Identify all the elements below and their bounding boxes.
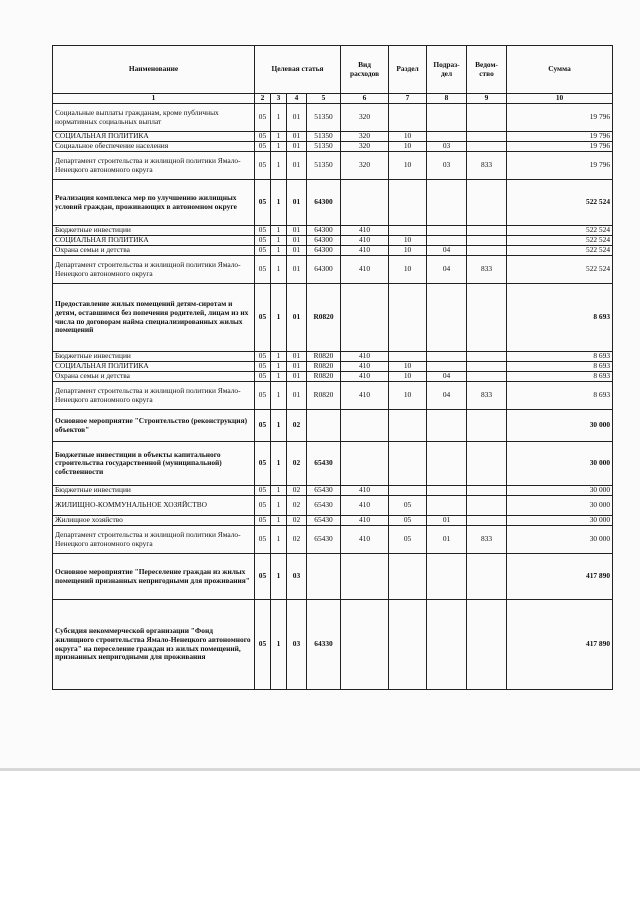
row-name: СОЦИАЛЬНАЯ ПОЛИТИКА [53, 362, 255, 372]
table-row [53, 372, 613, 382]
table-row [53, 104, 613, 132]
subsection: 04 [427, 246, 467, 256]
amount: 522 524 [507, 256, 613, 284]
table-row [53, 442, 613, 486]
target-code-1: 05 [255, 372, 271, 382]
target-code-4 [307, 410, 341, 442]
budget-table [52, 45, 613, 690]
section [389, 104, 427, 132]
subsection: 03 [427, 152, 467, 180]
target-code-1: 05 [255, 410, 271, 442]
target-code-4: R0820 [307, 382, 341, 410]
amount: 522 524 [507, 236, 613, 246]
target-code-3: 01 [287, 132, 307, 142]
target-code-1: 05 [255, 284, 271, 352]
row-name: Охрана семьи и детства [53, 372, 255, 382]
target-code-1: 05 [255, 104, 271, 132]
table-row [53, 410, 613, 442]
amount: 8 693 [507, 382, 613, 410]
target-code-2: 1 [271, 132, 287, 142]
subsection [427, 600, 467, 690]
target-code-1: 05 [255, 362, 271, 372]
target-code-3: 02 [287, 442, 307, 486]
amount: 30 000 [507, 526, 613, 554]
department [467, 442, 507, 486]
expense-type [341, 554, 389, 600]
column-number-row [53, 94, 613, 104]
expense-type: 410 [341, 372, 389, 382]
row-name: Социальные выплаты гражданам, кроме публичных нормативных социальных выплат [53, 104, 255, 132]
target-code-3: 01 [287, 256, 307, 284]
table-row [53, 382, 613, 410]
section: 10 [389, 142, 427, 152]
target-code-4: 51350 [307, 152, 341, 180]
target-code-3: 03 [287, 554, 307, 600]
table-row [53, 132, 613, 142]
target-code-3: 01 [287, 284, 307, 352]
section: 10 [389, 236, 427, 246]
expense-type: 410 [341, 526, 389, 554]
subsection [427, 496, 467, 516]
row-name: Департамент строительства и жилищной политики Ямало-Ненецкого автономного округа [53, 152, 255, 180]
section: 10 [389, 362, 427, 372]
header-department: Ведом-ство [467, 46, 507, 94]
column-number: 10 [507, 94, 613, 104]
target-code-3: 01 [287, 246, 307, 256]
section [389, 442, 427, 486]
target-code-2: 1 [271, 516, 287, 526]
target-code-3: 02 [287, 516, 307, 526]
department [467, 372, 507, 382]
expense-type [341, 600, 389, 690]
section: 10 [389, 152, 427, 180]
table-row [53, 526, 613, 554]
subsection [427, 352, 467, 362]
row-name: Жилищное хозяйство [53, 516, 255, 526]
row-name: СОЦИАЛЬНАЯ ПОЛИТИКА [53, 132, 255, 142]
expense-type [341, 180, 389, 226]
expense-type: 410 [341, 226, 389, 236]
amount: 30 000 [507, 442, 613, 486]
section: 10 [389, 246, 427, 256]
subsection [427, 180, 467, 226]
amount: 19 796 [507, 152, 613, 180]
subsection: 04 [427, 382, 467, 410]
amount: 30 000 [507, 516, 613, 526]
target-code-2: 1 [271, 180, 287, 226]
row-name: Основное мероприятие "Строительство (реконструкция) объектов" [53, 410, 255, 442]
subsection: 04 [427, 372, 467, 382]
amount: 19 796 [507, 132, 613, 142]
row-name: Бюджетные инвестиции в объекты капитального строительства государственной (муниципальной) собственности [53, 442, 255, 486]
section: 05 [389, 526, 427, 554]
table-row [53, 486, 613, 496]
target-code-3: 02 [287, 486, 307, 496]
target-code-1: 05 [255, 180, 271, 226]
amount: 8 693 [507, 284, 613, 352]
target-code-3: 01 [287, 362, 307, 372]
expense-type: 410 [341, 256, 389, 284]
target-code-1: 05 [255, 132, 271, 142]
subsection [427, 442, 467, 486]
target-code-4: 64330 [307, 600, 341, 690]
section [389, 600, 427, 690]
target-code-2: 1 [271, 246, 287, 256]
target-code-4: R0820 [307, 284, 341, 352]
amount: 19 796 [507, 104, 613, 132]
target-code-2: 1 [271, 486, 287, 496]
target-code-3: 01 [287, 382, 307, 410]
department: 833 [467, 382, 507, 410]
target-code-2: 1 [271, 410, 287, 442]
section [389, 486, 427, 496]
target-code-2: 1 [271, 442, 287, 486]
target-code-3: 02 [287, 410, 307, 442]
amount: 30 000 [507, 486, 613, 496]
target-code-3: 02 [287, 496, 307, 516]
target-code-4: 64300 [307, 226, 341, 236]
table-row [53, 516, 613, 526]
expense-type: 410 [341, 496, 389, 516]
expense-type [341, 284, 389, 352]
subsection: 01 [427, 516, 467, 526]
target-code-2: 1 [271, 600, 287, 690]
target-code-4 [307, 554, 341, 600]
column-number: 2 [255, 94, 271, 104]
department: 833 [467, 526, 507, 554]
target-code-2: 1 [271, 104, 287, 132]
department [467, 516, 507, 526]
target-code-4: R0820 [307, 352, 341, 362]
department [467, 246, 507, 256]
target-code-2: 1 [271, 284, 287, 352]
amount: 19 796 [507, 142, 613, 152]
department [467, 600, 507, 690]
target-code-2: 1 [271, 352, 287, 362]
section [389, 554, 427, 600]
target-code-1: 05 [255, 226, 271, 236]
section [389, 284, 427, 352]
target-code-4: 65430 [307, 496, 341, 516]
subsection [427, 362, 467, 372]
department [467, 486, 507, 496]
expense-type: 410 [341, 352, 389, 362]
row-name: ЖИЛИЩНО-КОММУНАЛЬНОЕ ХОЗЯЙСТВО [53, 496, 255, 516]
row-name: Охрана семьи и детства [53, 246, 255, 256]
target-code-3: 01 [287, 180, 307, 226]
target-code-3: 01 [287, 104, 307, 132]
target-code-4: 64300 [307, 256, 341, 284]
column-number: 1 [53, 94, 255, 104]
subsection: 01 [427, 526, 467, 554]
department [467, 352, 507, 362]
target-code-3: 01 [287, 152, 307, 180]
target-code-1: 05 [255, 236, 271, 246]
target-code-2: 1 [271, 236, 287, 246]
table-row [53, 496, 613, 516]
target-code-4: 65430 [307, 516, 341, 526]
amount: 522 524 [507, 226, 613, 236]
amount: 417 890 [507, 554, 613, 600]
target-code-2: 1 [271, 526, 287, 554]
row-name: Основное мероприятие "Переселение граждан из жилых помещений признанных непригодными для проживания" [53, 554, 255, 600]
expense-type: 410 [341, 236, 389, 246]
target-code-2: 1 [271, 226, 287, 236]
target-code-3: 03 [287, 600, 307, 690]
amount: 522 524 [507, 180, 613, 226]
target-code-1: 05 [255, 152, 271, 180]
row-name: Бюджетные инвестиции [53, 226, 255, 236]
target-code-1: 05 [255, 526, 271, 554]
amount: 522 524 [507, 246, 613, 256]
target-code-3: 01 [287, 352, 307, 362]
row-name: СОЦИАЛЬНАЯ ПОЛИТИКА [53, 236, 255, 246]
expense-type: 410 [341, 516, 389, 526]
amount: 8 693 [507, 362, 613, 372]
table-row [53, 142, 613, 152]
expense-type: 320 [341, 132, 389, 142]
table-row [53, 256, 613, 284]
department [467, 496, 507, 516]
header-subsection: Подраз-дел [427, 46, 467, 94]
target-code-3: 01 [287, 226, 307, 236]
section: 10 [389, 256, 427, 284]
expense-type [341, 442, 389, 486]
section: 10 [389, 132, 427, 142]
table-row [53, 554, 613, 600]
column-number: 3 [271, 94, 287, 104]
section: 05 [389, 516, 427, 526]
target-code-4: 51350 [307, 104, 341, 132]
department [467, 104, 507, 132]
table-row [53, 246, 613, 256]
table-row [53, 180, 613, 226]
expense-type: 410 [341, 486, 389, 496]
target-code-2: 1 [271, 382, 287, 410]
column-number: 5 [307, 94, 341, 104]
target-code-1: 05 [255, 516, 271, 526]
table-row [53, 362, 613, 372]
expense-type [341, 410, 389, 442]
header-name: Наименование [53, 46, 255, 94]
expense-type: 320 [341, 152, 389, 180]
amount: 30 000 [507, 496, 613, 516]
target-code-3: 01 [287, 236, 307, 246]
department [467, 554, 507, 600]
table-body [53, 104, 613, 690]
target-code-1: 05 [255, 256, 271, 284]
target-code-4: 65430 [307, 442, 341, 486]
target-code-1: 05 [255, 382, 271, 410]
column-number: 7 [389, 94, 427, 104]
department [467, 142, 507, 152]
target-code-1: 05 [255, 246, 271, 256]
table-row [53, 226, 613, 236]
row-name: Социальное обеспечение населения [53, 142, 255, 152]
subsection [427, 132, 467, 142]
amount: 417 890 [507, 600, 613, 690]
department [467, 284, 507, 352]
section: 10 [389, 372, 427, 382]
target-code-2: 1 [271, 496, 287, 516]
subsection [427, 226, 467, 236]
target-code-1: 05 [255, 486, 271, 496]
subsection [427, 486, 467, 496]
amount: 30 000 [507, 410, 613, 442]
subsection [427, 104, 467, 132]
target-code-1: 05 [255, 554, 271, 600]
header-expense-type: Вид расходов [341, 46, 389, 94]
amount: 8 693 [507, 372, 613, 382]
target-code-4: 64300 [307, 236, 341, 246]
subsection [427, 236, 467, 246]
department: 833 [467, 152, 507, 180]
expense-type: 320 [341, 104, 389, 132]
header-target-article: Целевая статья [255, 46, 341, 94]
table-row [53, 152, 613, 180]
amount: 8 693 [507, 352, 613, 362]
target-code-1: 05 [255, 496, 271, 516]
expense-type: 320 [341, 142, 389, 152]
row-name: Департамент строительства и жилищной политики Ямало-Ненецкого автономного округа [53, 526, 255, 554]
expense-type: 410 [341, 362, 389, 372]
department [467, 410, 507, 442]
header-amount: Сумма [507, 46, 613, 94]
section [389, 410, 427, 442]
target-code-2: 1 [271, 152, 287, 180]
table-row [53, 236, 613, 246]
target-code-1: 05 [255, 442, 271, 486]
row-name: Субсидия некоммерческой организации "Фонд жилищного строительства Ямало-Ненецкого автономного округа" на переселение граждан из жилых помещений, признанных непригодными для проживания [53, 600, 255, 690]
department [467, 132, 507, 142]
target-code-3: 02 [287, 526, 307, 554]
scan-edge [0, 768, 640, 771]
target-code-2: 1 [271, 142, 287, 152]
row-name: Реализация комплекса мер по улучшению жилищных условий граждан, проживающих в автономном округе [53, 180, 255, 226]
section: 05 [389, 496, 427, 516]
subsection [427, 284, 467, 352]
subsection [427, 554, 467, 600]
target-code-4: 65430 [307, 486, 341, 496]
row-name: Департамент строительства и жилищной политики Ямало-Ненецкого автономного округа [53, 382, 255, 410]
target-code-1: 05 [255, 142, 271, 152]
table-row [53, 600, 613, 690]
expense-type: 410 [341, 382, 389, 410]
target-code-2: 1 [271, 362, 287, 372]
department [467, 236, 507, 246]
column-number: 6 [341, 94, 389, 104]
expense-type: 410 [341, 246, 389, 256]
subsection: 04 [427, 256, 467, 284]
table-row [53, 284, 613, 352]
target-code-4: 51350 [307, 142, 341, 152]
section [389, 226, 427, 236]
department [467, 362, 507, 372]
column-number: 4 [287, 94, 307, 104]
row-name: Бюджетные инвестиции [53, 486, 255, 496]
target-code-1: 05 [255, 352, 271, 362]
column-number: 9 [467, 94, 507, 104]
target-code-4: 51350 [307, 132, 341, 142]
target-code-2: 1 [271, 372, 287, 382]
column-number: 8 [427, 94, 467, 104]
target-code-4: 64300 [307, 180, 341, 226]
target-code-4: R0820 [307, 362, 341, 372]
target-code-2: 1 [271, 256, 287, 284]
department: 833 [467, 256, 507, 284]
target-code-3: 01 [287, 142, 307, 152]
row-name: Бюджетные инвестиции [53, 352, 255, 362]
target-code-1: 05 [255, 600, 271, 690]
department [467, 180, 507, 226]
subsection: 03 [427, 142, 467, 152]
section [389, 352, 427, 362]
table-row [53, 352, 613, 362]
department [467, 226, 507, 236]
target-code-2: 1 [271, 554, 287, 600]
section: 10 [389, 382, 427, 410]
row-name: Департамент строительства и жилищной политики Ямало-Ненецкого автономного округа [53, 256, 255, 284]
header-section: Раздел [389, 46, 427, 94]
target-code-4: 64300 [307, 246, 341, 256]
subsection [427, 410, 467, 442]
row-name: Предоставление жилых помещений детям-сиротам и детям, оставшимся без попечения родителей, лицам из их числа по договорам найма специализированных жилых помещений [53, 284, 255, 352]
target-code-4: R0820 [307, 372, 341, 382]
target-code-3: 01 [287, 372, 307, 382]
section [389, 180, 427, 226]
target-code-4: 65430 [307, 526, 341, 554]
